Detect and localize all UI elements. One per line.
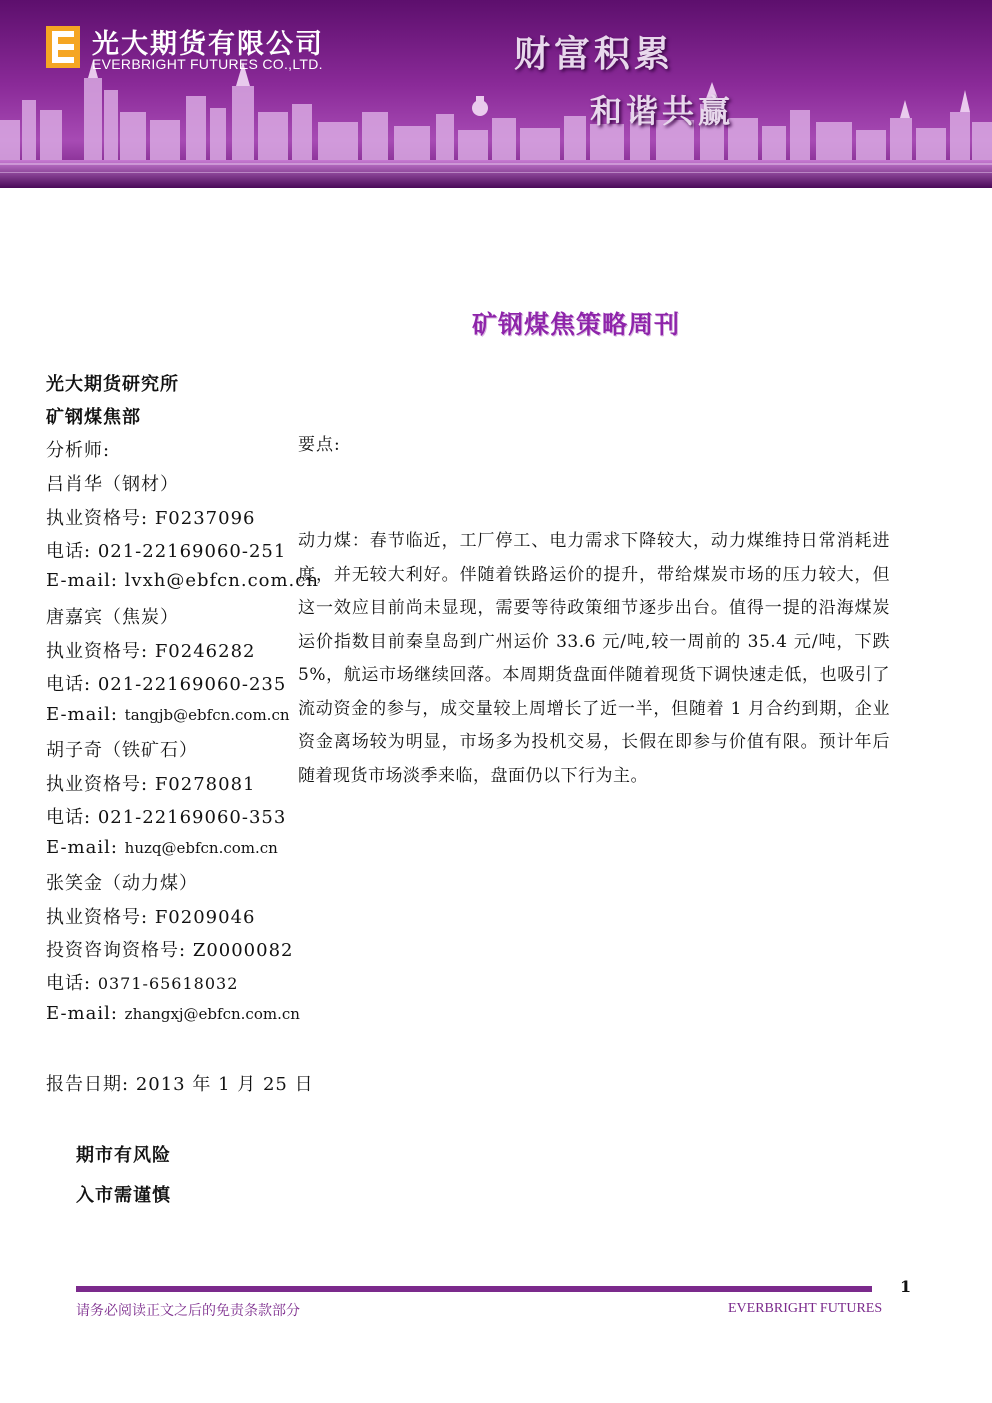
risk-notice-line-2: 入市需谨慎: [76, 1185, 171, 1206]
footer-divider: [76, 1286, 872, 1292]
risk-notice-line-1: 期市有风险: [76, 1145, 171, 1166]
analyst-phone: 电话: 021-22169060-353: [46, 807, 287, 828]
header-banner: [0, 0, 992, 188]
analyst-license: 执业资格号: F0209046: [46, 907, 256, 928]
footer-disclaimer: 请务必阅读正文之后的免责条款部分: [76, 1303, 300, 1319]
email-link[interactable]: lvxh@ebfcn.com.cn: [124, 570, 319, 591]
summary-paragraph: 动力煤：春节临近，工厂停工、电力需求下降较大，动力煤维持日常消耗进度，并无较大利好。伴随着铁路运价的提升，带给煤炭市场的压力较大，但这一效应目前尚未显现，需要等待政策细节逐步出台。值得一提的沿海煤炭运价指数目前秦皇岛到广州运价 33.6 元/吨,较一周前的 35.4 元/吨，下跌 5%，航运市场继续回落。本周期货盘面伴随着现货下调快速走低，也吸引了流动资金的参与，成交量较上周增长了近一半，但随着 1 月合约到期，企业资金离场较为明显，市场多为投机交易，长假在即参与价值有限。预计年后随着现货市场淡季来临，盘面仍以下行为主。: [298, 531, 890, 786]
analyst-phone: 电话: 021-22169060-235: [46, 674, 287, 695]
analyst-license: 执业资格号: F0237096: [46, 508, 256, 529]
analyst-license: 执业资格号: F0246282: [46, 641, 256, 662]
footer-company-name: EVERBRIGHT FUTURES: [728, 1301, 883, 1316]
page-number: 1: [900, 1277, 912, 1296]
analyst-name: 吕肖华（钢材）: [46, 474, 179, 495]
report-title: 矿钢煤焦策略周刊: [472, 310, 681, 339]
institute-name: 光大期货研究所: [46, 374, 179, 395]
department-name: 矿钢煤焦部: [46, 407, 141, 428]
company-name-cn: 光大期货有限公司: [92, 29, 324, 60]
analyst-email: E-mail: lvxh@ebfcn.com.cn: [46, 570, 319, 591]
slogan-line-2: 和谐共赢: [590, 92, 735, 130]
slogan-line-1: 财富积累: [514, 34, 675, 75]
everbright-logo-icon: [46, 26, 80, 68]
key-points-label: 要点:: [298, 435, 341, 455]
analyst-label: 分析师:: [46, 440, 111, 461]
analyst-license: 执业资格号: F0278081: [46, 774, 256, 795]
analyst-email: E-mail: zhangxj@ebfcn.com.cn: [46, 1003, 300, 1024]
analyst-phone: 电话: 0371-65618032: [46, 973, 239, 994]
analyst-name: 张笑金（动力煤）: [46, 873, 198, 894]
report-date: 报告日期: 2013 年 1 月 25 日: [46, 1074, 314, 1095]
analyst-consult-license: 投资咨询资格号: Z0000082: [46, 940, 294, 961]
email-link[interactable]: huzq@ebfcn.com.cn: [124, 839, 278, 857]
email-link[interactable]: tangjb@ebfcn.com.cn: [124, 706, 290, 724]
analyst-email: E-mail: tangjb@ebfcn.com.cn: [46, 704, 290, 725]
analyst-name: 唐嘉宾（焦炭）: [46, 607, 179, 628]
analyst-phone: 电话: 021-22169060-251: [46, 541, 287, 562]
analyst-name: 胡子奇（铁矿石）: [46, 740, 198, 761]
company-name-en: EVERBRIGHT FUTURES CO.,LTD.: [92, 56, 323, 72]
analyst-email: E-mail: huzq@ebfcn.com.cn: [46, 837, 278, 858]
email-link[interactable]: zhangxj@ebfcn.com.cn: [124, 1005, 300, 1023]
